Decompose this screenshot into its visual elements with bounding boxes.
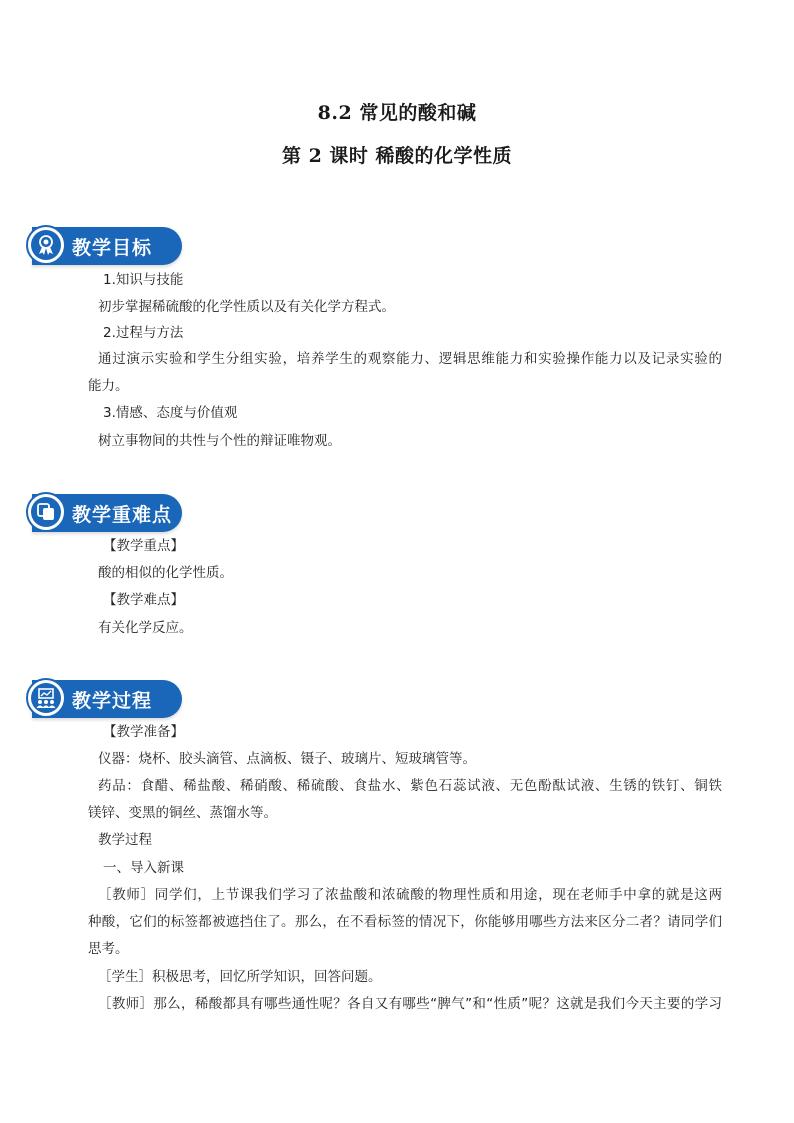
- text-line: 酸的相似的化学性质。: [98, 565, 233, 581]
- text-line: 1.知识与技能: [103, 272, 184, 288]
- text-line: 镁锌、变黑的铜丝、蒸馏水等。: [88, 805, 277, 821]
- lesson-title: 8.2 常见的酸和碱: [317, 102, 477, 124]
- text-line: ［教师］那么，稀酸都具有哪些通性呢？各自又有哪些“脾气”和“性质”呢？这就是我们今天主要的学习: [98, 996, 722, 1012]
- section-header-key-points: [26, 492, 184, 534]
- text-line: 【教学重点】: [103, 538, 184, 554]
- section-heading: 教学过程: [72, 690, 153, 712]
- text-line: 树立事物间的共性与个性的辩证唯物观。: [98, 433, 341, 449]
- text-line: 3.情感、态度与价值观: [103, 405, 238, 421]
- text-line: 药品：食醋、稀盐酸、稀硝酸、稀硫酸、食盐水、紫色石蕊试液、无色酚酞试液、生锈的铁钉、铜铁: [98, 778, 722, 794]
- text-line: 能力。: [88, 378, 129, 394]
- section-heading: 教学重难点: [72, 504, 173, 526]
- lesson-subtitle: 第 2 课时 稀酸的化学性质: [281, 145, 513, 167]
- section-heading: 教学目标: [72, 237, 153, 259]
- copy-pages-icon: [26, 492, 66, 532]
- award-ribbon-icon: [26, 225, 66, 265]
- text-line: 2.过程与方法: [103, 325, 184, 341]
- text-line: 思考。: [88, 941, 129, 957]
- text-line: 种酸，它们的标签都被遮挡住了。那么，在不看标签的情况下，你能够用哪些方法来区分二者？请同学们: [88, 914, 722, 930]
- text-line: 【教学准备】: [103, 724, 184, 740]
- presentation-audience-icon: [26, 678, 66, 718]
- section-header-process: [26, 678, 184, 720]
- text-line: 初步掌握稀硫酸的化学性质以及有关化学方程式。: [98, 299, 395, 315]
- text-line: 通过演示实验和学生分组实验，培养学生的观察能力、逻辑思维能力和实验操作能力以及记录实验的: [98, 351, 722, 367]
- text-line: 一、导入新课: [103, 860, 184, 876]
- text-line: 教学过程: [98, 832, 152, 848]
- text-line: 有关化学反应。: [98, 620, 193, 636]
- text-line: ［学生］积极思考，回忆所学知识，回答问题。: [98, 969, 382, 985]
- text-line: 仪器：烧杯、胶头滴管、点滴板、镊子、玻璃片、短玻璃管等。: [98, 751, 476, 767]
- text-line: ［教师］同学们，上节课我们学习了浓盐酸和浓硫酸的物理性质和用途，现在老师手中拿的就是这两: [98, 887, 722, 903]
- text-line: 【教学难点】: [103, 592, 184, 608]
- section-header-objectives: [26, 225, 184, 267]
